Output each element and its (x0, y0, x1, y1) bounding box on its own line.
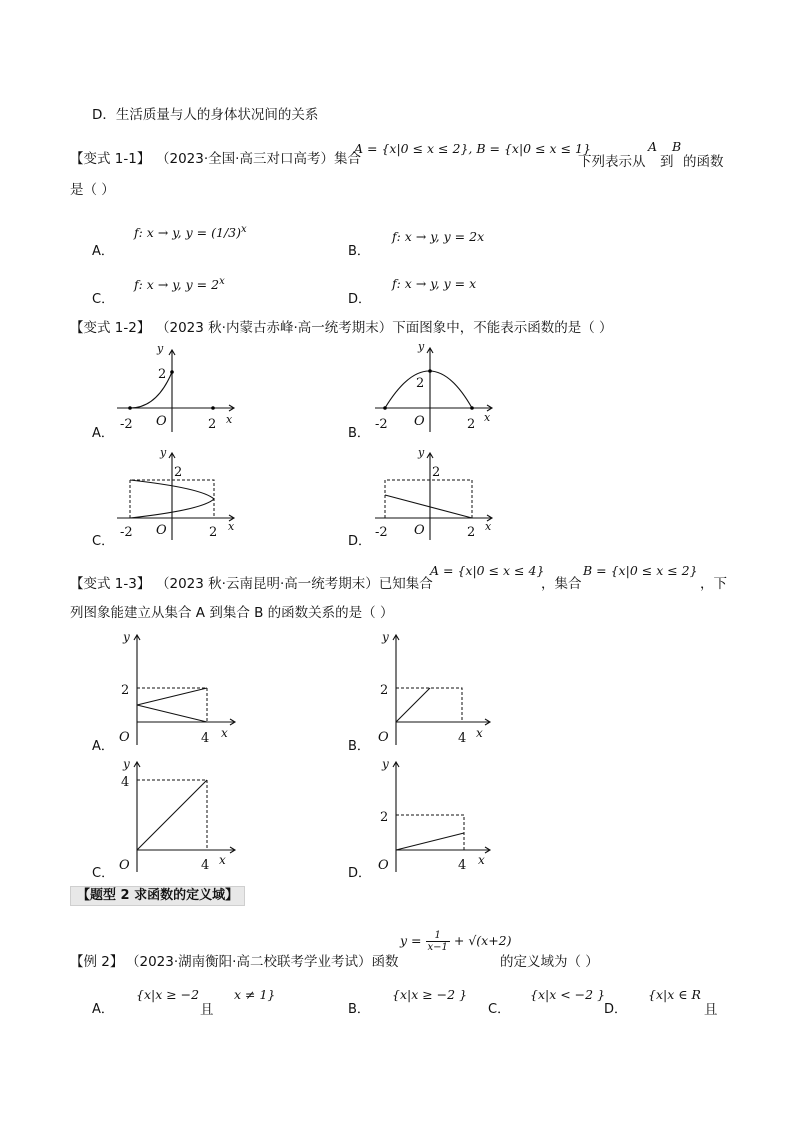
example-2-end: 的定义域为（ ） (500, 954, 599, 970)
v11-option-c-formula: f: x → y, $y = 2^x$ (134, 276, 225, 293)
y-axis-label: y (382, 630, 389, 644)
tick-2: 2 (380, 810, 389, 825)
x-axis-label: x (484, 411, 491, 424)
ex2-option-a-label: A． (92, 1002, 114, 1017)
graph-v13-b (374, 625, 504, 750)
tick-4: 4 (458, 731, 467, 746)
origin-label: O (378, 730, 389, 745)
origin-label: O (414, 414, 425, 429)
x-axis-label: x (228, 520, 235, 533)
tick-neg2: -2 (375, 525, 388, 540)
variant-1-2-text: （2023 秋·内蒙古赤峰·高一统考期末）下面图象中，不能表示函数的是（ ） (156, 320, 613, 336)
ex2-option-c-label: C． (488, 1002, 511, 1017)
tick-2-x: 2 (467, 417, 476, 432)
graph-v12-b (370, 340, 500, 435)
option-d-text: D．生活质量与人的身体状况间的关系 (92, 107, 319, 123)
y-axis-label: y (123, 630, 130, 644)
tick-2-x: 2 (208, 417, 217, 432)
variant-1-1-source: （2023·全国·高三对口高考）集合 (156, 151, 361, 167)
tick-2: 2 (432, 465, 441, 480)
example-2-tag: 【例 2】 (70, 954, 124, 970)
tick-2-x: 2 (467, 525, 476, 540)
variant-1-3-line2: 列图象能建立从集合 A 到集合 B 的函数关系的是（ ） (70, 605, 394, 621)
y-axis-label: y (418, 446, 425, 459)
graph-v12-d (370, 448, 500, 543)
v13-option-d-label: D． (348, 866, 372, 881)
ex2-option-c-formula: {x|x < −2 } (530, 987, 606, 1002)
set-b-formula-2: B = {x|0 ≤ x ≤ 2} (583, 563, 698, 578)
tick-4: 4 (201, 858, 210, 873)
graph-v12-c (112, 448, 242, 543)
ex2-option-b-formula: {x|x ≥ −2 } (392, 987, 468, 1002)
ex2-option-a-extra: x ≠ 1} (234, 987, 276, 1002)
variant-1-2-tag: 【变式 1-2】 (70, 320, 151, 336)
x-axis-label: x (219, 853, 226, 867)
v12-option-d-label: D． (348, 534, 372, 549)
v11-option-d-label: D． (348, 292, 372, 307)
ex2-option-d-suffix: 且 (704, 1002, 718, 1018)
section-heading: 【题型 2 求函数的定义域】 (70, 886, 245, 906)
origin-label: O (378, 858, 389, 873)
origin-label: O (119, 858, 130, 873)
origin-label: O (414, 523, 425, 538)
v13-option-b-label: B． (348, 739, 370, 754)
to-text: 到 (660, 154, 674, 170)
v11-option-c-label: C． (92, 292, 115, 307)
x-axis-label: x (226, 413, 233, 426)
ex2-option-a-suffix: 且 (200, 1002, 214, 1018)
variant-1-1-mid: 下列表示从 (578, 154, 646, 170)
v13-option-a-label: A． (92, 739, 114, 754)
v11-option-a-formula: f: x → y, $y = (1/3)^x$ (134, 224, 247, 241)
tick-neg2: -2 (120, 417, 133, 432)
tick-2: 2 (380, 683, 389, 698)
variant-1-1-line2: 是（ ） (70, 182, 115, 198)
variant-1-1-end: 的函数 (683, 154, 724, 170)
graph-v12-a (112, 340, 242, 435)
function-y: y = $\frac{1}{x-1}$ + √(x+2) (400, 930, 512, 953)
ex2-option-a-formula: {x|x ≥ −2 (136, 987, 200, 1002)
set-b-symbol: B (672, 139, 682, 154)
tick-2: 2 (158, 367, 167, 382)
graph-v13-d (374, 752, 504, 877)
x-axis-label: x (478, 853, 485, 867)
variant-1-3-tag: 【变式 1-3】 (70, 576, 151, 592)
x-axis-label: x (221, 726, 228, 740)
tick-2: 2 (174, 465, 183, 480)
ex2-option-b-label: B． (348, 1002, 370, 1017)
x-axis-label: x (476, 726, 483, 740)
origin-label: O (156, 523, 167, 538)
variant-1-3-text: （2023 秋·云南昆明·高一统考期末）已知集合 (156, 576, 433, 592)
origin-label: O (156, 414, 167, 429)
v11-option-a-label: A． (92, 244, 114, 259)
tick-4: 4 (458, 858, 467, 873)
v13-option-c-label: C． (92, 866, 115, 881)
origin-label: O (119, 730, 130, 745)
v12-option-c-label: C． (92, 534, 115, 549)
v12-option-b-label: B． (348, 426, 370, 441)
v12-option-a-label: A． (92, 426, 114, 441)
example-2-text: （2023·湖南衡阳·高二校联考学业考试）函数 (126, 954, 399, 970)
tick-neg2: -2 (120, 525, 133, 540)
tick-4: 4 (201, 731, 210, 746)
set-a-symbol: A (648, 139, 658, 154)
variant-1-3-text3: ，下 (700, 576, 727, 592)
tick-2: 2 (416, 376, 425, 391)
graph-v13-c (115, 752, 245, 877)
x-axis-label: x (485, 520, 492, 533)
set-a-formula-2: A = {x|0 ≤ x ≤ 4} (430, 563, 545, 578)
ex2-option-d-formula: {x|x ∈ R (648, 987, 701, 1002)
y-axis-label: y (157, 342, 164, 355)
ex2-option-d-label: D． (604, 1002, 628, 1017)
variant-1-1-tag: 【变式 1-1】 (70, 151, 151, 167)
tick-4-y: 4 (121, 775, 130, 790)
y-axis-label: y (382, 757, 389, 771)
v11-option-b-label: B． (348, 244, 370, 259)
tick-2-x: 2 (209, 525, 218, 540)
tick-2: 2 (121, 683, 130, 698)
v11-option-b-formula: f: x → y, y = 2x (392, 229, 485, 244)
v11-option-d-formula: f: x → y, y = x (392, 276, 477, 291)
y-axis-label: y (160, 446, 167, 459)
tick-neg2: -2 (375, 417, 388, 432)
graph-v13-a (115, 625, 245, 750)
variant-1-3-text2: ，集合 (541, 576, 582, 592)
y-axis-label: y (418, 340, 425, 353)
fraction: $\frac{1}{x-1}$ (427, 930, 448, 953)
set-a-b-formula: A = {x|0 ≤ x ≤ 2}, B = {x|0 ≤ x ≤ 1} (354, 141, 591, 156)
y-axis-label: y (123, 757, 130, 771)
